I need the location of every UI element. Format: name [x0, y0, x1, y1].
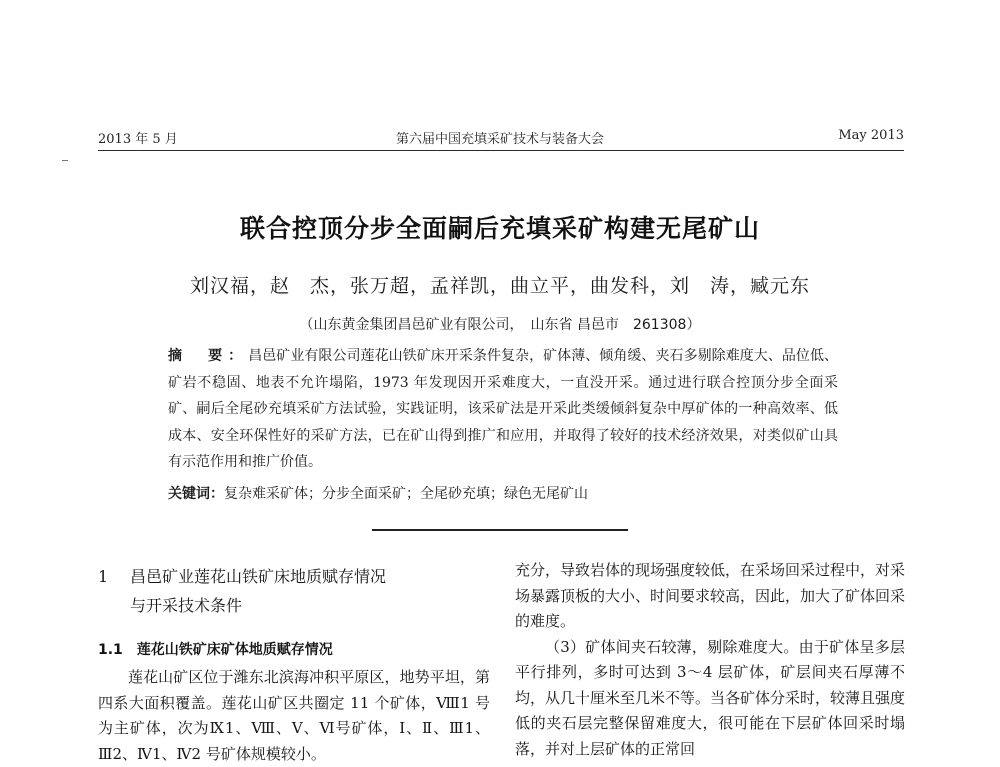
paper-title: 联合控顶分步全面嗣后充填采矿构建无尾矿山	[239, 214, 760, 243]
author-list: 刘汉福，赵 杰，张万超，孟祥凯，曲立平，曲发科，刘 涛，臧元东	[189, 275, 810, 297]
header-date-english: May 2013	[838, 128, 904, 143]
section-1-number: 1	[98, 567, 109, 586]
abstract	[168, 343, 838, 476]
paragraph-continuation: 充分，导致岩体的现场强度较低，在采场回采过程中，对采场暴露顶板的大小、时间要求较高，因此，加大了矿体回采的难度。	[515, 561, 906, 630]
affiliation: （山东黄金集团昌邑矿业有限公司， 山东省 昌邑市 261308）	[299, 317, 701, 333]
left-column-paragraph	[98, 665, 490, 767]
margin-mark	[62, 160, 68, 161]
header-rule	[98, 150, 904, 151]
right-column	[515, 558, 905, 762]
keywords-text: 复杂难采矿体；分步全面采矿；全尾砂充填；绿色无尾矿山	[224, 486, 588, 502]
keywords	[168, 483, 838, 503]
paragraph-interlayer: （3）矿体间夹石较薄，剔除难度大。由于矿体呈多层平行排列，多时可达到 3～4 层矿体，矿层间夹石厚薄不均，从几十厘米至几米不等。当各矿体分采时，较薄且强度低的夹石层完整保留难度大，很可能在下层矿体回采时塌落，并对上层矿体的正常回	[515, 637, 906, 758]
header-conference: 第六届中国充填采矿技术与装备大会	[395, 132, 604, 147]
section-1-heading	[98, 562, 490, 620]
abstract-text: 昌邑矿业有限公司莲花山铁矿床开采条件复杂，矿体薄、倾角缓、夹石多剔除难度大、品位低、矿岩不稳固、地表不允许塌陷，1973 年发现因开采难度大，一直没开采。通过进行联合控顶分步全面采矿、嗣后全尾砂充填采矿方法试验，实践证明，该采矿法是开采此类缓倾斜复杂中厚矿体的一种高效率、低成本、安全环保性好的采矿方法，已在矿山得到推广和应用，并取得了较好的技术经济效果，对类似矿山具有示范作用和推广价值。	[168, 348, 839, 471]
section-separator	[372, 529, 628, 531]
abstract-label: 摘 要：	[168, 348, 249, 364]
section-1-title-line1: 昌邑矿业莲花山铁矿床地质赋存情况	[130, 567, 387, 586]
header-date: 2013 年 5 月	[98, 132, 178, 147]
keywords-label: 关键词：	[168, 486, 224, 502]
subsection-1-1-heading: 1.1 莲花山铁矿床矿体地质赋存情况	[98, 642, 333, 658]
section-1-title-line2: 与开采技术条件	[130, 596, 243, 615]
paragraph-geology: 莲花山矿区位于潍东北滨海冲积平原区，地势平坦，第四系大面积覆盖。莲花山矿区共圈定 11 个矿体，Ⅷ1 号为主矿体，次为Ⅸ1、Ⅷ、Ⅴ、Ⅵ号矿体，Ⅰ、Ⅱ、Ⅲ1、Ⅲ2、Ⅳ1、Ⅳ2 号矿体规模较小。	[98, 668, 490, 763]
